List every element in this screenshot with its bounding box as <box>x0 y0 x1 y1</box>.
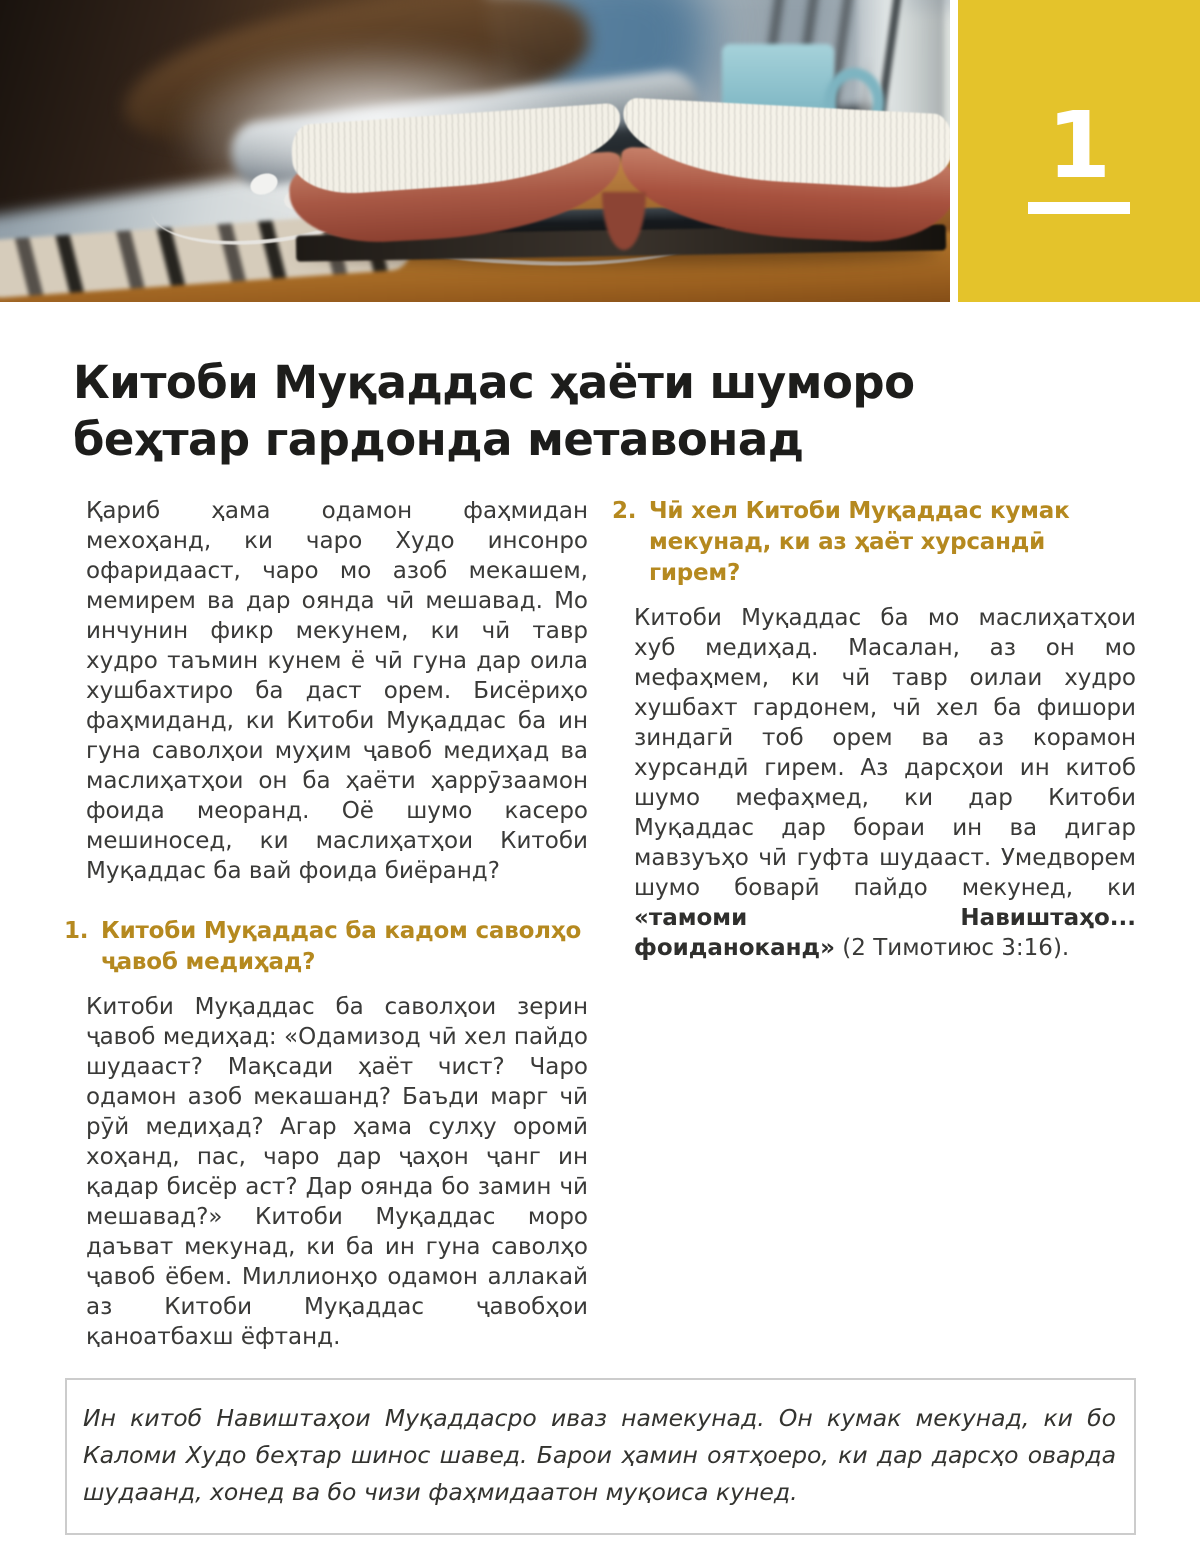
lesson-number-badge <box>958 0 1200 302</box>
question-text: Китоби Муқаддас ба кадом саволҳо ҷавоб медиҳад? <box>101 918 582 975</box>
left-column <box>64 496 588 1352</box>
body-paragraph: Қариб ҳама одамон фаҳмидан мехоҳанд, ки чаро Худо инсонро офаридааст, чаро мо азоб мекашем, мемирем ва дар оянда чӣ мешавад. Мо инчунин фикр мекунем, ки чӣ тавр худро таъмин кунем ё чӣ гуна дар оила хушбахтиро ба даст орем. Бисёриҳо фаҳмиданд, ки Китоби Муқаддас ба ин гуна саволҳои муҳим ҷавоб медиҳад ва маслиҳатҳои он ба ҳаёти ҳаррӯзаамон фоида меоранд. Оё шумо касеро мешиносед, ки маслиҳатҳои Китоби Муқаддас ба вай фоида биёранд? <box>86 498 588 884</box>
question-heading <box>612 496 1136 589</box>
page-title-line2: беҳтар гардонда метавонад <box>73 413 804 466</box>
hero-strip <box>0 0 1200 302</box>
lesson-number: 1 <box>1046 92 1111 199</box>
lesson-number-underline <box>1028 202 1130 214</box>
hero-photo <box>0 0 950 302</box>
body-columns <box>0 496 1200 1352</box>
body-paragraph: Китоби Муқаддас ба саволҳои зерин ҷавоб медиҳад: «Одамизод чӣ хел пайдо шудааст? Мақсади ҳаёт чист? Чаро одамон азоб мекашанд? Баъди марг чӣ рӯй медиҳад? Агар ҳама сулҳу оромӣ хоҳанд, пас, чаро дар ҷаҳон ҷанг ин қадар бисёр аст? Дар оянда бо замин чӣ мешавад?» Китоби Муқаддас моро даъват мекунад, ки ба ин гуна саволҳо ҷавоб ёбем. Миллионҳо одамон аллакай аз Китоби Муқаддас ҷавобҳои қаноатбахш ёфтанд. <box>86 994 588 1350</box>
open-bible-shape <box>290 104 950 300</box>
page-title <box>73 354 1136 468</box>
question-heading <box>64 916 588 978</box>
right-column <box>612 496 1136 1352</box>
body-paragraph: Китоби Муқаддас ба мо маслиҳатҳои хуб медиҳад. Масалан, аз он мо мефаҳмем, ки чӣ тавр оилаи худро хушбахт гардонем, чӣ хел ба фишори зиндагӣ тоб орем ва аз корамон хурсандӣ гирем. Аз дарсҳои ин китоб шумо мефаҳмед, ки дар Китоби Муқаддас дар бораи ин ва дигар мавзуъҳо чӣ гуфта шудааст. Умедворем шумо боварӣ пайдо мекунед, ки «тамоми Навиштаҳо... фоиданоканд» (2 Тимотиюс 3:16). <box>634 605 1136 961</box>
footer-note-text: Ин китоб Навиштаҳои Муқаддасро иваз намекунад. Он кумак мекунад, ки бо Каломи Худо беҳтар шинос шавед. Барои ҳамин оятҳоеро, ки дар дарсҳо оварда шудаанд, хонед ва бо чизи фаҳмидаатон муқоиса кунед. <box>83 1404 1116 1506</box>
page-title-line1: Китоби Муқаддас ҳаёти шуморо <box>73 356 915 409</box>
question-number: 1. <box>64 918 89 944</box>
footer-note-box <box>65 1378 1136 1535</box>
question-text: Чӣ хел Китоби Муқаддас кумак мекунад, ки аз ҳаёт хурсандӣ гирем? <box>649 498 1070 586</box>
question-number: 2. <box>612 498 637 524</box>
